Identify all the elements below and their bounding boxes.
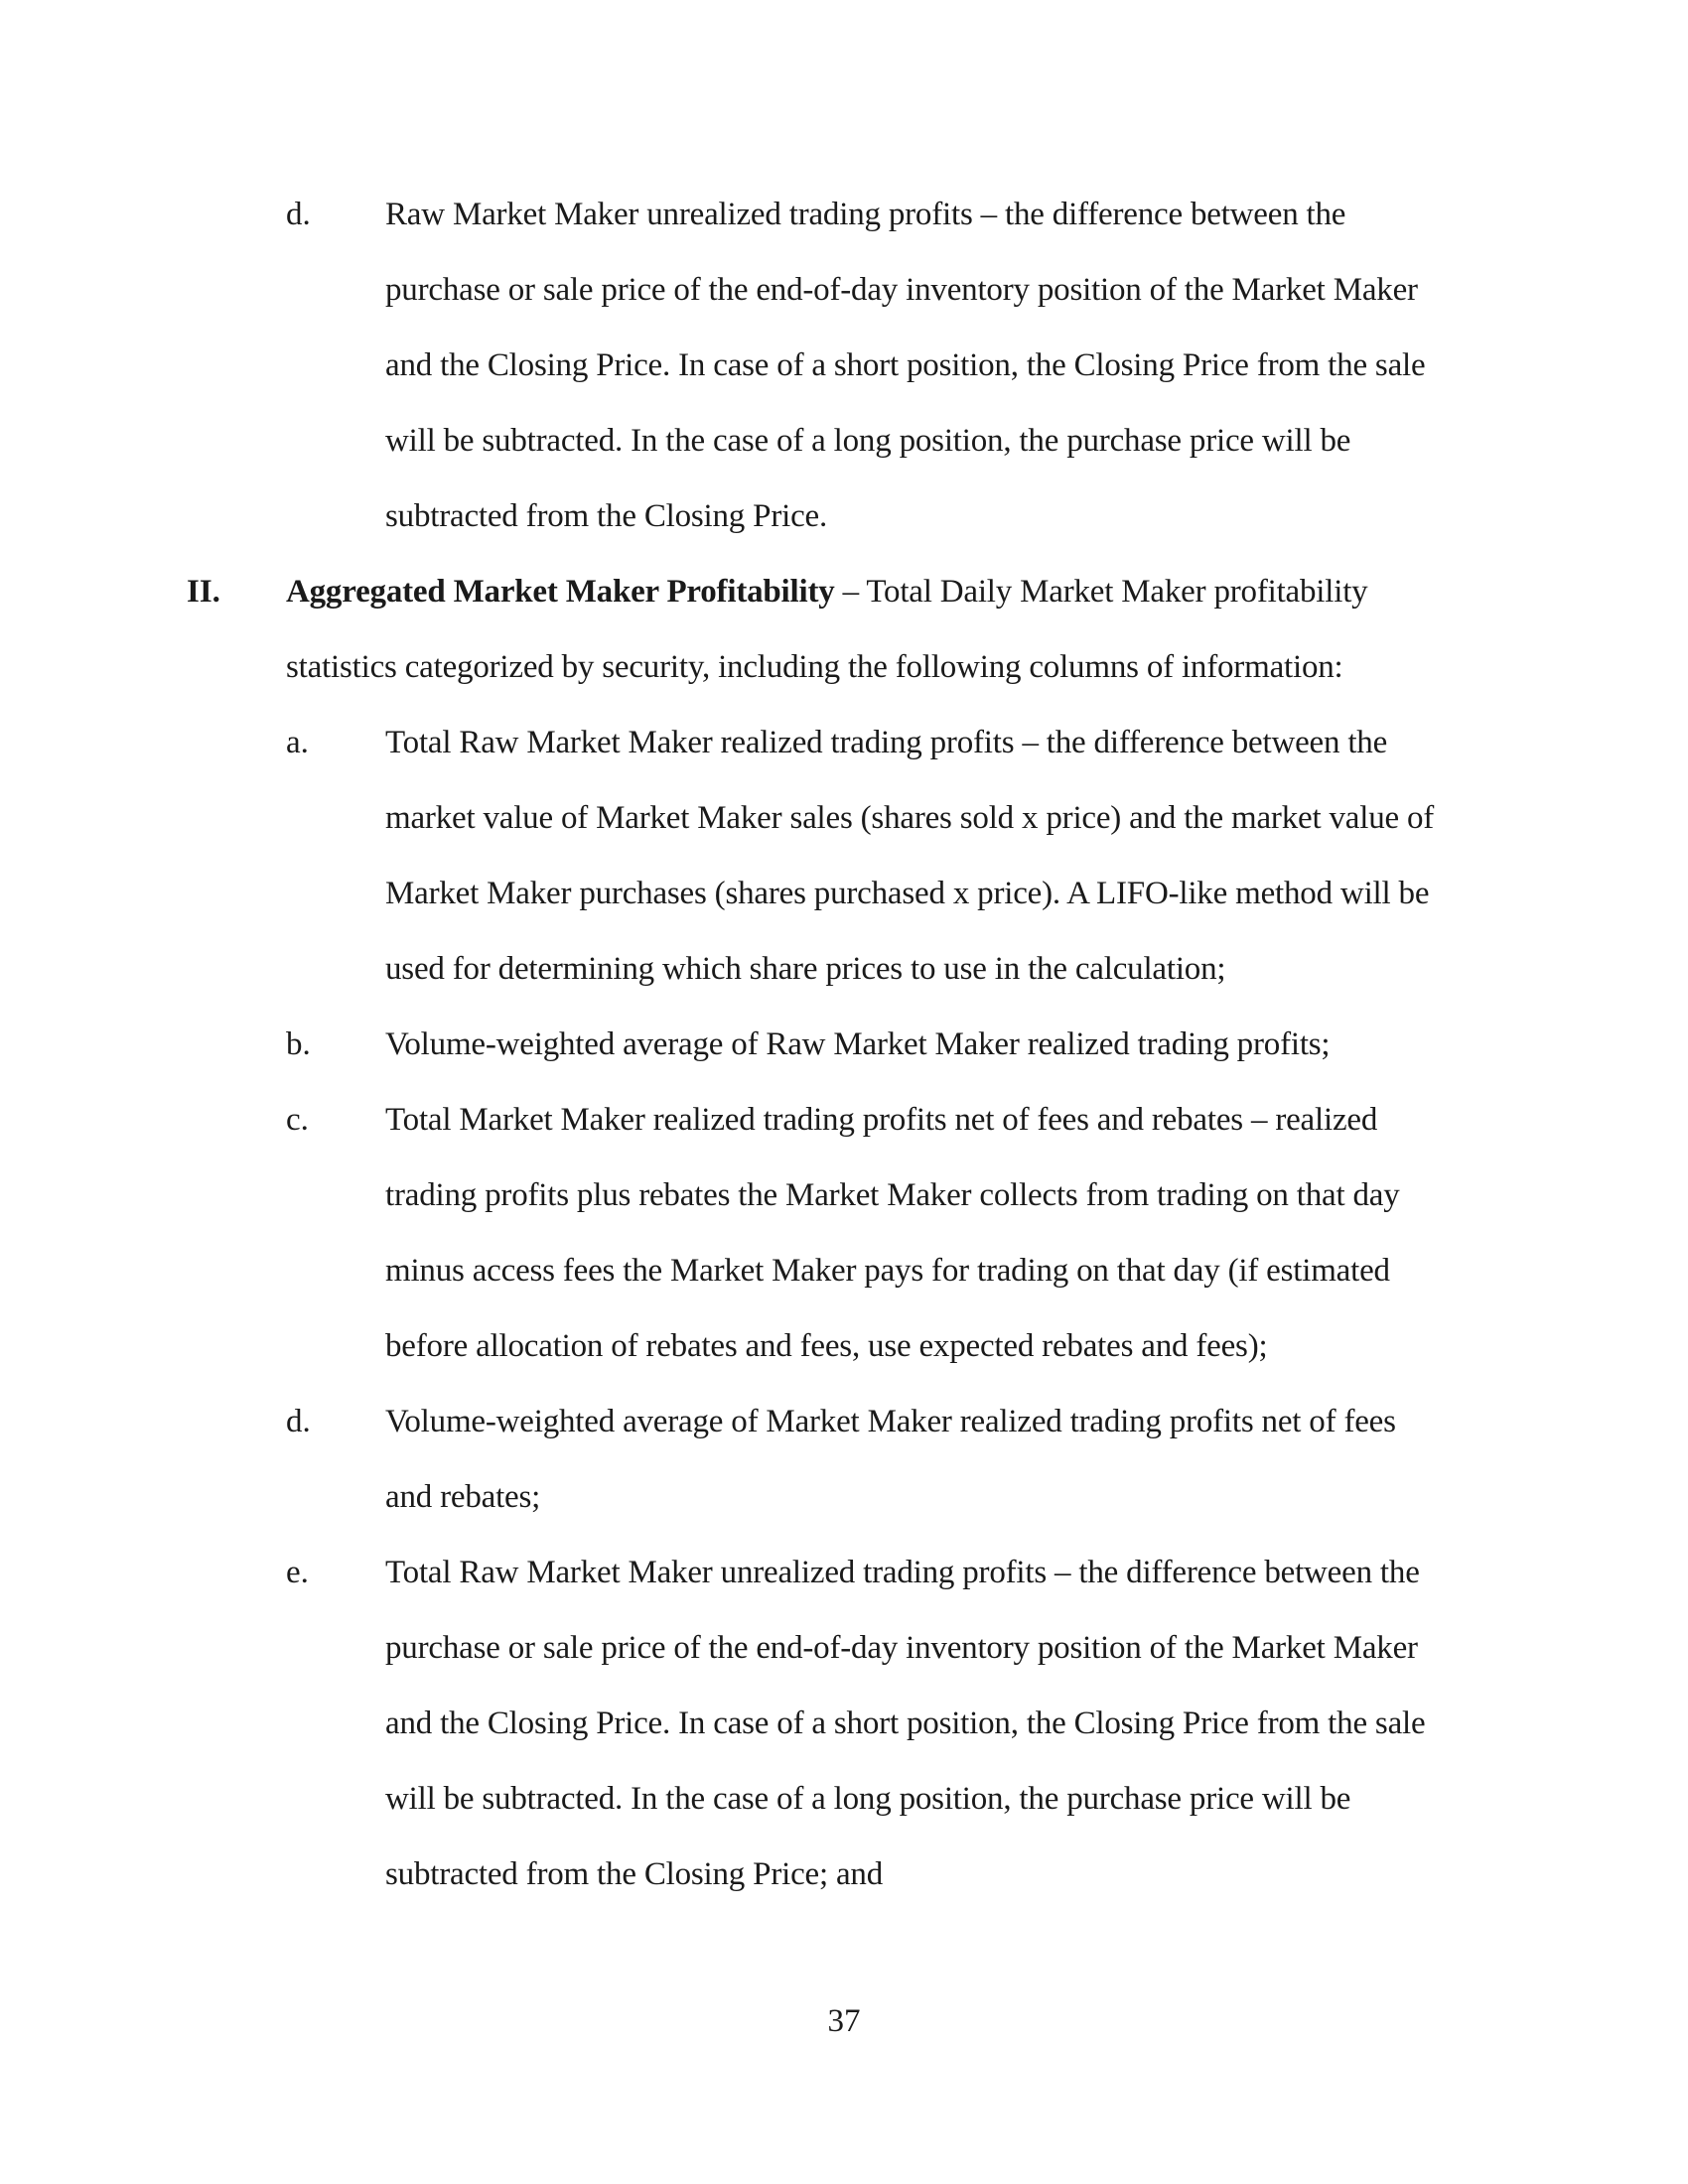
item-e-line-3: and the Closing Price. In case of a short position, the Closing Price from the sale <box>385 1706 1426 1741</box>
item-marker-d-top: d. <box>286 197 311 232</box>
section-ii-heading-rest: – Total Daily Market Maker profitability <box>834 574 1368 610</box>
item-d-top-line-1: Raw Market Maker unrealized trading profits – the difference between the <box>385 197 1346 232</box>
item-a-line-3: Market Maker purchases (shares purchased x price). A LIFO-like method will be <box>385 876 1430 911</box>
item-d-line-1: Volume-weighted average of Market Maker realized trading profits net of fees <box>385 1404 1396 1439</box>
item-marker-e: e. <box>286 1555 309 1590</box>
item-b-line-1: Volume-weighted average of Raw Market Maker realized trading profits; <box>385 1026 1331 1062</box>
item-d-top-line-2: purchase or sale price of the end-of-day inventory position of the Market Maker <box>385 272 1418 308</box>
item-marker-a: a. <box>286 725 309 760</box>
item-a-line-2: market value of Market Maker sales (shares sold x price) and the market value of <box>385 800 1435 836</box>
section-ii-line-1 <box>286 572 1367 612</box>
page-number: 37 <box>827 2003 861 2039</box>
item-c-line-4: before allocation of rebates and fees, use expected rebates and fees); <box>385 1328 1268 1364</box>
section-ii-line-2: statistics categorized by security, including the following columns of information: <box>286 649 1343 685</box>
item-d-top-line-5: subtracted from the Closing Price. <box>385 498 828 534</box>
item-a-line-1: Total Raw Market Maker realized trading profits – the difference between the <box>385 725 1388 760</box>
item-d-top-line-4: will be subtracted. In the case of a long position, the purchase price will be <box>385 423 1351 459</box>
item-c-line-3: minus access fees the Market Maker pays for trading on that day (if estimated <box>385 1253 1390 1289</box>
item-e-line-1: Total Raw Market Maker unrealized trading profits – the difference between the <box>385 1555 1420 1590</box>
section-ii-heading: Aggregated Market Maker Profitability <box>286 574 835 610</box>
item-marker-d: d. <box>286 1404 311 1439</box>
item-marker-b: b. <box>286 1026 311 1062</box>
item-e-line-4: will be subtracted. In the case of a long position, the purchase price will be <box>385 1781 1351 1817</box>
item-marker-c: c. <box>286 1102 309 1138</box>
item-c-line-1: Total Market Maker realized trading profits net of fees and rebates – realized <box>385 1102 1378 1138</box>
item-d-top-line-3: and the Closing Price. In case of a short position, the Closing Price from the sale <box>385 347 1426 383</box>
section-marker-ii: II. <box>187 574 220 610</box>
item-a-line-4: used for determining which share prices to use in the calculation; <box>385 951 1226 987</box>
item-e-line-2: purchase or sale price of the end-of-day inventory position of the Market Maker <box>385 1630 1418 1666</box>
item-c-line-2: trading profits plus rebates the Market Maker collects from trading on that day <box>385 1177 1400 1213</box>
item-d-line-2: and rebates; <box>385 1479 541 1515</box>
item-e-line-5: subtracted from the Closing Price; and <box>385 1856 884 1892</box>
